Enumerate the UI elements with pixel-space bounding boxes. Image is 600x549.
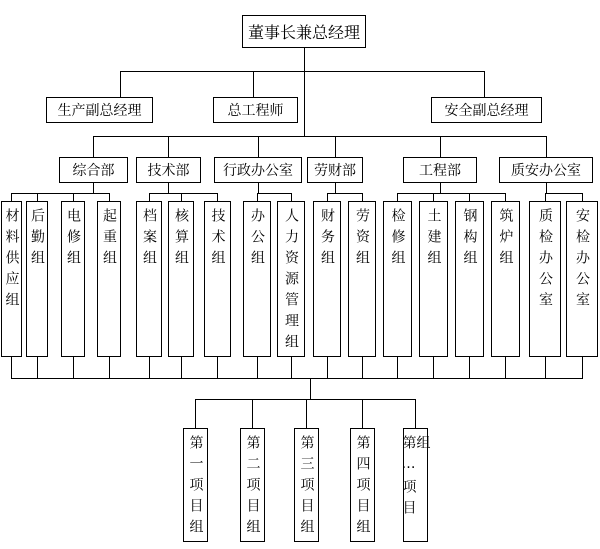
- node-label: 人力资源管理组: [283, 208, 299, 355]
- node-production-deputy-gm: [46, 97, 153, 123]
- connector-line: [546, 183, 547, 193]
- connector-line: [397, 357, 398, 378]
- connector-line: [327, 193, 363, 194]
- connector-line: [469, 193, 470, 201]
- node-label: 技术组: [209, 208, 226, 271]
- connector-line: [195, 399, 416, 400]
- connector-line: [195, 399, 196, 428]
- connector-line: [415, 399, 416, 428]
- connector-line: [306, 399, 307, 428]
- node-group-lifting: [97, 201, 121, 357]
- connector-line: [362, 357, 363, 378]
- node-label: 质检办公室: [537, 208, 553, 313]
- node-group-civil-construction: [419, 201, 448, 357]
- node-project-group-4: [350, 428, 375, 542]
- node-label: 电修组: [65, 208, 81, 271]
- node-chairman-general-manager: [242, 15, 366, 48]
- node-label: 第…项目组: [400, 435, 431, 521]
- node-group-steel-structure: [455, 201, 484, 357]
- connector-line: [217, 193, 218, 201]
- node-label: 材料供应组: [3, 208, 20, 313]
- node-label: 钢构组: [461, 208, 478, 271]
- connector-line: [484, 71, 485, 97]
- connector-line: [149, 357, 150, 378]
- connector-line: [73, 193, 74, 201]
- connector-line: [304, 48, 305, 136]
- node-safety-deputy-gm: [431, 97, 542, 123]
- node-project-group-3: [294, 428, 319, 542]
- node-label: 董事长兼总经理: [247, 23, 360, 42]
- connector-line: [440, 136, 441, 157]
- connector-line: [149, 193, 150, 201]
- node-label: 后勤组: [29, 208, 45, 271]
- connector-line: [217, 357, 218, 378]
- node-label: 财务组: [319, 208, 335, 271]
- connector-line: [168, 136, 169, 157]
- node-label: 第二项目组: [244, 435, 261, 540]
- connector-line: [253, 71, 254, 97]
- connector-line: [545, 193, 583, 194]
- connector-line: [93, 136, 547, 137]
- node-label: 起重组: [101, 208, 117, 271]
- connector-line: [109, 193, 110, 201]
- node-dept-general: [59, 157, 128, 183]
- connector-line: [257, 193, 258, 201]
- node-dept-labor-finance: [307, 157, 363, 183]
- connector-line: [505, 357, 506, 378]
- connector-line: [11, 378, 583, 379]
- connector-line: [37, 193, 38, 201]
- connector-line: [120, 71, 485, 72]
- connector-line: [181, 193, 182, 201]
- connector-line: [440, 183, 441, 193]
- node-label: 土建组: [425, 208, 442, 271]
- node-group-material-supply: [1, 201, 22, 357]
- node-label: 行政办公室: [223, 163, 293, 179]
- node-group-safety-inspection-office: [566, 201, 598, 357]
- connector-line: [258, 183, 259, 193]
- node-label: 质安办公室: [511, 163, 581, 179]
- node-label: 技术部: [147, 163, 190, 179]
- node-group-furnace-building: [491, 201, 520, 357]
- node-label: 办公组: [249, 208, 265, 271]
- node-dept-engineering: [403, 157, 477, 183]
- node-group-maintenance: [383, 201, 412, 357]
- node-dept-admin-office: [214, 157, 302, 183]
- connector-line: [505, 193, 506, 201]
- node-group-finance: [313, 201, 341, 357]
- node-chief-engineer: [213, 97, 298, 123]
- connector-line: [149, 193, 218, 194]
- node-group-hr-management: [277, 201, 305, 357]
- connector-line: [397, 193, 506, 194]
- node-label: 生产副总经理: [57, 103, 142, 119]
- connector-line: [582, 357, 583, 378]
- connector-line: [335, 136, 336, 157]
- node-label: 检修组: [389, 208, 406, 271]
- node-label: 核算组: [173, 208, 189, 271]
- node-label: 第一项目组: [187, 435, 204, 540]
- connector-line: [362, 193, 363, 201]
- node-label: 档案组: [141, 208, 157, 271]
- node-label: 工程部: [419, 163, 461, 179]
- node-group-logistics: [26, 201, 48, 357]
- connector-line: [120, 71, 121, 97]
- connector-line: [545, 357, 546, 378]
- connector-line: [545, 193, 546, 201]
- connector-line: [291, 357, 292, 378]
- node-group-accounting: [168, 201, 194, 357]
- connector-line: [327, 193, 328, 201]
- connector-line: [335, 183, 336, 193]
- node-label: 劳财部: [314, 163, 356, 179]
- connector-line: [362, 399, 363, 428]
- connector-line: [546, 136, 547, 157]
- node-project-group-n: [400, 428, 431, 542]
- node-label: 第四项目组: [354, 435, 371, 540]
- connector-line: [469, 357, 470, 378]
- node-label: 安检办公室: [574, 208, 590, 313]
- node-dept-technology: [136, 157, 201, 183]
- node-label: 第三项目组: [298, 435, 315, 540]
- node-label: 劳资组: [354, 208, 370, 271]
- node-group-electrical-repair: [61, 201, 85, 357]
- connector-line: [109, 357, 110, 378]
- connector-line: [433, 357, 434, 378]
- connector-line: [93, 136, 94, 157]
- connector-line: [181, 357, 182, 378]
- connector-line: [168, 183, 169, 193]
- node-group-archives: [136, 201, 162, 357]
- connector-line: [73, 357, 74, 378]
- connector-line: [291, 193, 292, 201]
- node-label: 安全副总经理: [444, 103, 529, 119]
- connector-line: [257, 193, 292, 194]
- connector-line: [310, 378, 311, 399]
- node-label: 总工程师: [227, 103, 284, 119]
- node-label: 筑炉组: [497, 208, 514, 271]
- connector-line: [11, 193, 12, 201]
- connector-line: [397, 193, 398, 201]
- node-dept-quality-safety-office: [499, 157, 593, 183]
- connector-line: [11, 193, 110, 194]
- connector-line: [93, 183, 94, 193]
- node-group-labor-wages: [348, 201, 376, 357]
- node-group-technical: [204, 201, 231, 357]
- node-label: 综合部: [72, 163, 115, 179]
- node-group-office: [243, 201, 271, 357]
- connector-line: [11, 357, 12, 378]
- connector-line: [433, 193, 434, 201]
- connector-line: [582, 193, 583, 201]
- connector-line: [327, 357, 328, 378]
- connector-line: [257, 357, 258, 378]
- node-group-quality-inspection-office: [529, 201, 561, 357]
- node-project-group-2: [240, 428, 265, 542]
- node-project-group-1: [183, 428, 208, 542]
- connector-line: [252, 399, 253, 428]
- connector-line: [37, 357, 38, 378]
- connector-line: [258, 136, 259, 157]
